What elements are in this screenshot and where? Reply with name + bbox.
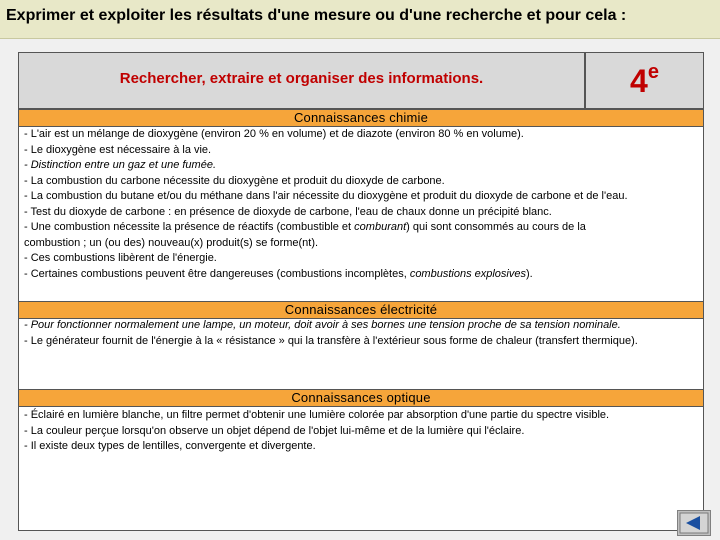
list-item: - Ces combustions libèrent de l'énergie. — [24, 252, 217, 264]
level-suffix: e — [647, 61, 659, 83]
section-body-optique — [24, 408, 700, 455]
list-item: - La combustion du carbone nécessite du dioxygène et produit du dioxyde de carbone. — [24, 174, 445, 187]
section-body-chimie — [24, 127, 700, 282]
page-title: Exprimer et exploiter les résultats d'une mesure ou d'une recherche et pour cela : — [6, 7, 627, 24]
back-button[interactable] — [677, 510, 711, 536]
competence-text: Rechercher, extraire et organiser des informations. — [119, 70, 484, 87]
list-item: - L'air est un mélange de dioxygène (environ 20 % en volume) et de diazote (environ 80 % en volume). — [24, 128, 524, 140]
competence-box — [18, 52, 585, 109]
list-item: - Distinction entre un gaz et une fumée. — [24, 159, 216, 171]
list-item: - Le dioxygène est nécessaire à la vie. — [24, 143, 212, 156]
level-number: 4 — [630, 63, 648, 99]
text-run: - Certaines combustions peuvent être dangereuses (combustions incomplètes, — [24, 267, 410, 280]
text-run: - Une combustion nécessite la présence de réactifs (combustible et — [24, 221, 355, 233]
back-arrow-icon — [678, 511, 710, 535]
list-item: - Le générateur fournit de l'énergie à la « résistance » qui la transfère à l'extérieur sous forme de chaleur (transfert thermique). — [24, 334, 638, 347]
text-run-italic: combustions explosives — [409, 267, 526, 280]
section-body-electricite — [24, 318, 700, 349]
text-run: ). — [525, 267, 533, 280]
title-banner — [0, 0, 720, 39]
level-label — [586, 61, 703, 100]
list-item: - La combustion du butane et/ou du méthane dans l'air nécessite du dioxygène et produit du dioxyde de carbone et de l'eau. — [24, 190, 628, 202]
list-item: - Test du dioxyde de carbone : en présence de dioxyde de carbone, l'eau de chaux donne un précipité blanc. — [24, 205, 552, 218]
section-title-optique: Connaissances optique — [18, 389, 704, 407]
section-title-chimie: Connaissances chimie — [18, 109, 704, 127]
text-run-italic: comburant — [354, 221, 407, 233]
list-item — [24, 220, 700, 236]
list-item: - Pour fonctionner normalement une lampe, un moteur, doit avoir à ses bornes une tension proche de sa tension nominale. — [24, 319, 621, 331]
list-item — [24, 267, 700, 283]
list-item: combustion ; un (ou des) nouveau(x) produit(s) se forme(nt). — [24, 236, 319, 249]
section-title-electricite: Connaissances électricité — [18, 301, 704, 319]
list-item: - Éclairé en lumière blanche, un filtre permet d'obtenir une lumière colorée par absorption d'une partie du spectre visible. — [24, 409, 610, 421]
list-item: - Il existe deux types de lentilles, convergente et divergente. — [24, 440, 316, 452]
level-box — [585, 52, 704, 109]
list-item: - La couleur perçue lorsqu'on observe un objet dépend de l'objet lui-même et de la lumière qui l'éclaire. — [24, 424, 525, 437]
text-run: ) qui sont consommés au cours de la — [406, 221, 586, 233]
